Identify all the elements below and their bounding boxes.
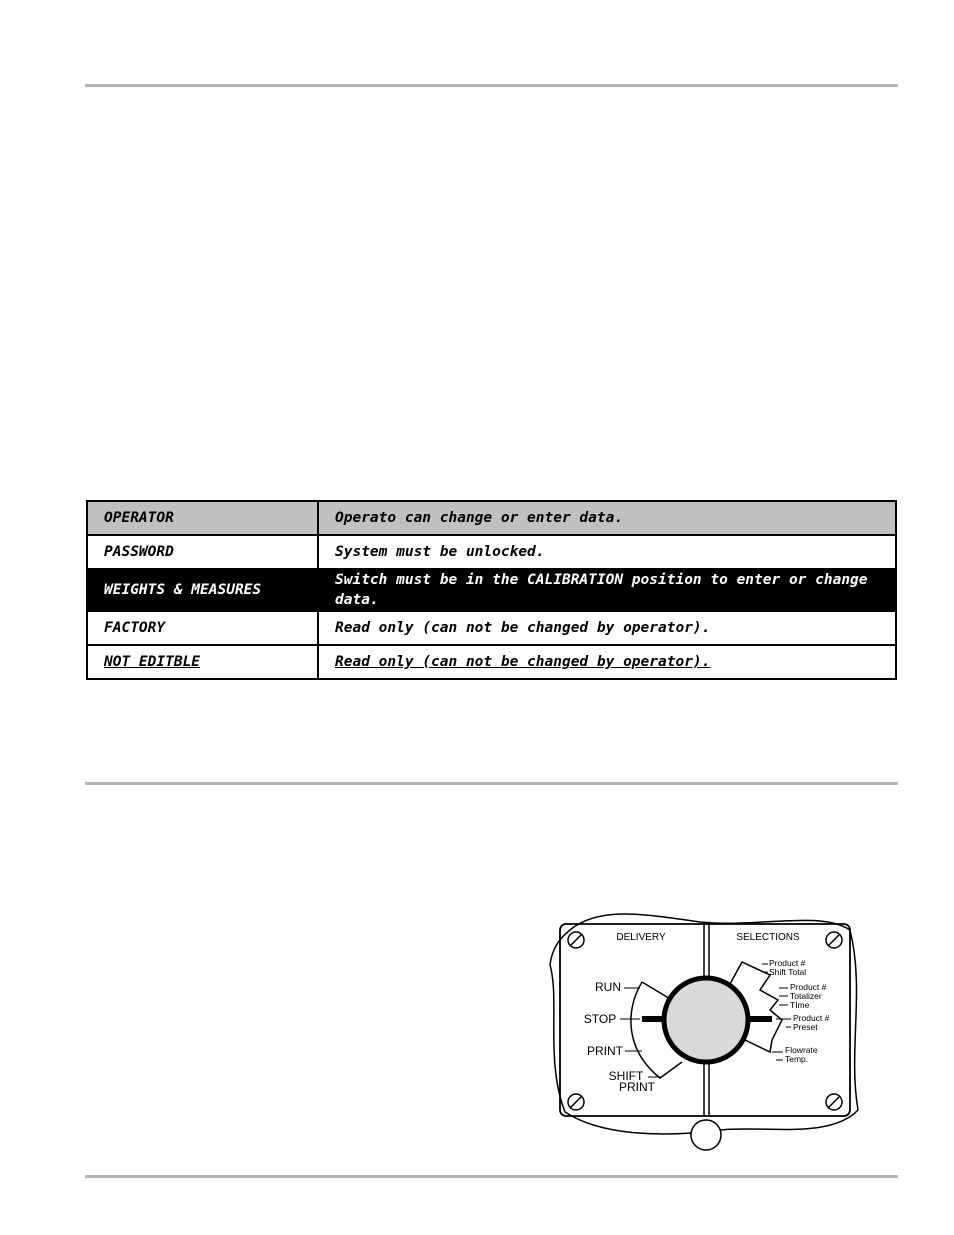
product-label: Product # [769,958,806,968]
shift-total-label: Shift Total [769,967,807,977]
print-label: PRINT [587,1044,623,1058]
product-label: Product # [790,982,827,992]
description-cell: System must be unlocked. [318,535,896,569]
flowrate-label: Flowrate [785,1045,818,1055]
description-cell: Read only (can not be changed by operator). [318,611,896,645]
table-row-password [87,535,896,569]
selections-heading: SELECTIONS [736,932,800,943]
screw-icon [568,1094,584,1110]
screw-icon [826,1094,842,1110]
table-row-not-editable [87,645,896,679]
delivery-heading: DELIVERY [616,932,666,943]
product-label: Product # [793,1013,830,1023]
time-label: TIme [790,1000,810,1010]
cable-gland [691,1120,721,1150]
screw-icon [568,932,584,948]
level-cell: FACTORY [87,611,318,645]
description-cell: Operato can change or enter data. [318,501,896,535]
table-row-operator [87,501,896,535]
table-row-factory [87,611,896,645]
temp-label: Temp. [785,1054,809,1064]
description-cell: Switch must be in the CALIBRATION position to enter or change data. [318,569,896,611]
selector-switch-diagram [540,905,870,1155]
bottom-divider [85,1175,898,1178]
level-cell: NOT EDITBLE [104,654,201,670]
top-divider [85,84,898,87]
description-cell: Read only (can not be changed by operator). [335,654,711,670]
level-cell: WEIGHTS & MEASURES [87,569,318,611]
level-cell: OPERATOR [87,501,318,535]
level-cell: PASSWORD [87,535,318,569]
shift-print-label: PRINT [619,1080,655,1094]
access-level-table [86,500,897,680]
table-row-weights-measures [87,569,896,611]
totalizer-label: Totalizer [790,991,822,1001]
selector-knob [664,978,748,1062]
run-label: RUN [595,980,621,994]
stop-label: STOP [583,1012,617,1026]
shift-label: SHIFT [608,1069,644,1083]
middle-divider [85,782,898,785]
preset-label: Preset [793,1022,818,1032]
screw-icon [826,932,842,948]
